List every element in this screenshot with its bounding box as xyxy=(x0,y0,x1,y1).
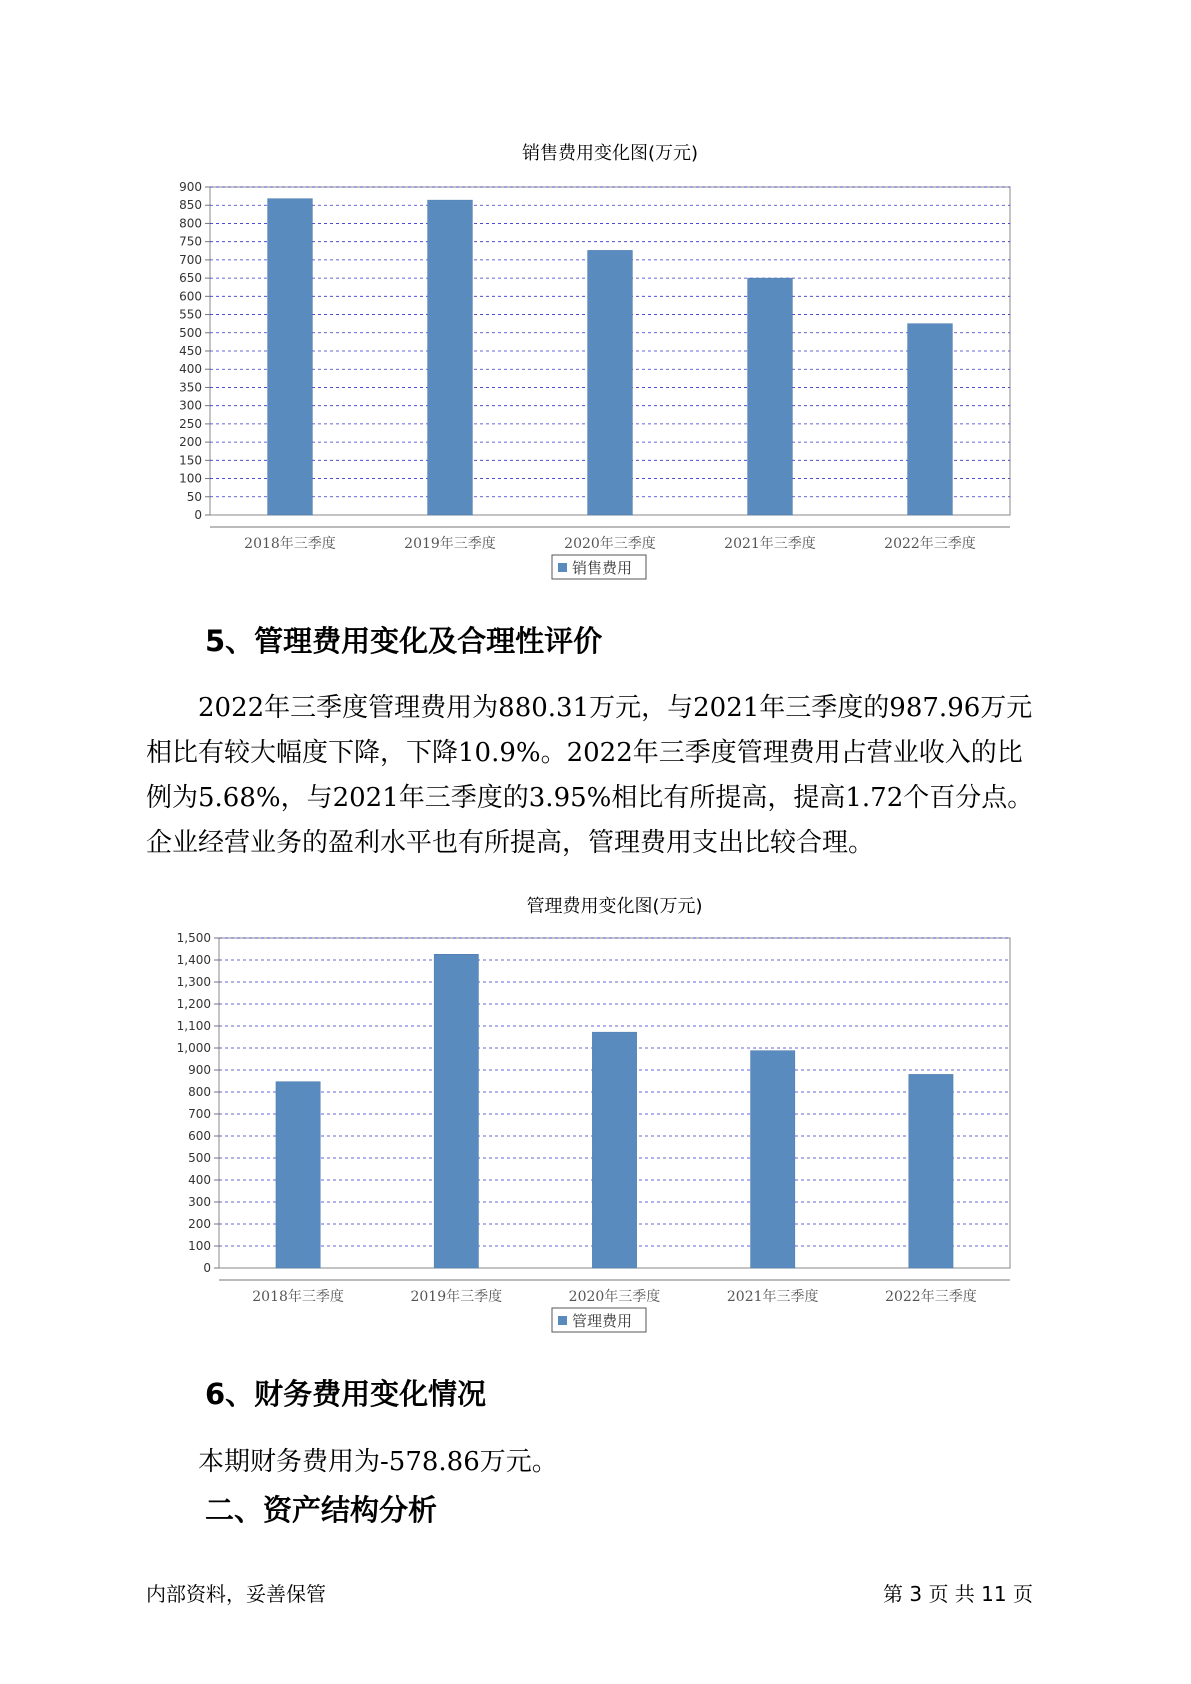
y-tick-label: 800 xyxy=(179,216,202,231)
x-tick-label: 2018年三季度 xyxy=(252,1289,344,1305)
y-tick-label: 850 xyxy=(179,198,202,213)
y-tick-label: 700 xyxy=(188,1107,211,1121)
bar xyxy=(434,954,478,1268)
y-tick-label: 300 xyxy=(188,1195,211,1209)
bar xyxy=(748,278,793,515)
y-tick-label: 800 xyxy=(188,1085,211,1099)
y-tick-label: 200 xyxy=(179,435,202,450)
y-tick-label: 700 xyxy=(179,252,202,267)
paragraph-line: 企业经营业务的盈利水平也有所提高，管理费用支出比较合理。 xyxy=(146,828,875,858)
bar xyxy=(909,1074,953,1268)
y-tick-label: 350 xyxy=(179,380,202,395)
paragraph-line: 例为5.68%，与2021年三季度的3.95%相比有所提高，提高1.72个百分点。 xyxy=(146,783,1034,813)
y-tick-label: 600 xyxy=(179,289,202,304)
y-tick-label: 0 xyxy=(203,1261,211,1275)
y-tick-label: 400 xyxy=(188,1173,211,1187)
mgmt-expense-paragraph xyxy=(146,686,1046,866)
x-tick-label: 2020年三季度 xyxy=(564,536,656,552)
y-tick-label: 500 xyxy=(188,1151,211,1165)
y-tick-label: 1,200 xyxy=(176,997,211,1011)
chart-title: 销售费用变化图(万元) xyxy=(521,143,699,164)
y-tick-label: 1,500 xyxy=(176,931,211,945)
y-tick-label: 500 xyxy=(179,325,202,340)
y-tick-label: 650 xyxy=(179,271,202,286)
paragraph-line: 2022年三季度管理费用为880.31万元，与2021年三季度的987.96万元 xyxy=(198,693,1033,723)
bar xyxy=(276,1082,320,1268)
sales-expense-chart-svg xyxy=(0,130,1191,590)
y-tick-label: 600 xyxy=(188,1129,211,1143)
bar xyxy=(751,1051,795,1268)
footer-left: 内部资料，妥善保管 xyxy=(146,1582,326,1606)
x-tick-label: 2021年三季度 xyxy=(726,1289,819,1305)
y-tick-label: 450 xyxy=(179,344,202,358)
chart-title: 管理费用变化图(万元) xyxy=(526,896,703,917)
mgmt-expense-chart-svg xyxy=(0,883,1191,1343)
fin-expense-paragraph xyxy=(146,1440,1046,1485)
asset-structure-heading: 二、资产结构分析 xyxy=(205,1493,438,1527)
bar xyxy=(428,200,473,515)
paragraph-line: 本期财务费用为-578.86万元。 xyxy=(198,1447,558,1477)
x-tick-label: 2022年三季度 xyxy=(884,536,976,552)
y-tick-label: 1,400 xyxy=(176,953,211,967)
y-tick-label: 250 xyxy=(179,416,202,431)
y-tick-label: 900 xyxy=(188,1063,211,1077)
sales-expense-chart xyxy=(0,130,1191,590)
bar xyxy=(592,1032,636,1268)
page-number: 第 3 页 共 11 页 xyxy=(883,1582,1033,1606)
y-tick-label: 1,300 xyxy=(176,975,211,989)
y-tick-label: 150 xyxy=(179,453,202,468)
legend-swatch xyxy=(558,563,567,572)
y-tick-label: 1,100 xyxy=(176,1019,211,1033)
y-tick-label: 1,000 xyxy=(176,1041,211,1055)
x-tick-label: 2021年三季度 xyxy=(724,536,816,552)
paragraph-line: 相比有较大幅度下降，下降10.9%。2022年三季度管理费用占营业收入的比 xyxy=(146,738,1023,768)
x-tick-label: 2022年三季度 xyxy=(885,1289,977,1305)
y-tick-label: 200 xyxy=(188,1217,211,1231)
legend-label: 销售费用 xyxy=(572,559,633,577)
y-tick-label: 750 xyxy=(179,234,202,249)
x-tick-label: 2018年三季度 xyxy=(244,536,336,552)
bar xyxy=(908,324,953,515)
bar xyxy=(588,250,633,515)
x-tick-label: 2020年三季度 xyxy=(568,1289,661,1305)
legend-label: 管理费用 xyxy=(572,1312,633,1330)
y-tick-label: 100 xyxy=(179,471,202,486)
bar xyxy=(268,199,313,515)
mgmt-expense-chart xyxy=(0,883,1191,1343)
y-tick-label: 100 xyxy=(188,1239,211,1253)
y-tick-label: 300 xyxy=(179,398,202,413)
x-tick-label: 2019年三季度 xyxy=(404,536,496,552)
fin-expense-heading: 6、财务费用变化情况 xyxy=(205,1377,487,1411)
legend-swatch xyxy=(558,1316,567,1325)
mgmt-expense-heading: 5、管理费用变化及合理性评价 xyxy=(205,624,603,658)
x-tick-label: 2019年三季度 xyxy=(410,1289,503,1305)
y-tick-label: 400 xyxy=(179,362,202,377)
y-tick-label: 0 xyxy=(194,508,202,522)
y-tick-label: 50 xyxy=(186,489,202,504)
y-tick-label: 550 xyxy=(179,307,202,322)
y-tick-label: 900 xyxy=(179,180,202,194)
